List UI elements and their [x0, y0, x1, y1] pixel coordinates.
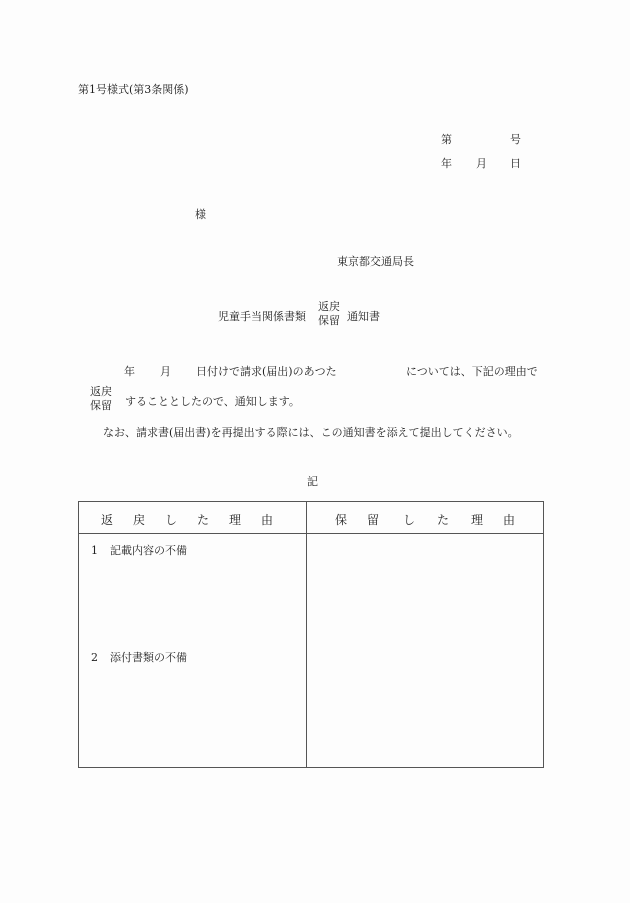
title-option-return: 返戻	[318, 300, 340, 313]
hold-header-char: 理	[471, 513, 484, 527]
reason-item-2	[91, 649, 187, 665]
body-option-stack	[90, 385, 112, 413]
reason-item-1	[91, 542, 187, 558]
table-divider-horizontal	[79, 533, 543, 534]
reason-number: 2	[91, 651, 98, 664]
body-year: 年	[124, 365, 135, 378]
table-divider-vertical	[306, 502, 307, 767]
reason-text: 添付書類の不備	[110, 651, 187, 664]
reason-text: 記載内容の不備	[110, 544, 187, 557]
body-line2: することとしたので、通知します。	[125, 395, 300, 408]
date-month: 月	[476, 157, 487, 170]
return-header-char: 理	[229, 513, 242, 527]
return-header-char: 戻	[133, 513, 146, 527]
date-day: 日	[510, 157, 521, 170]
title-prefix: 児童手当関係書類	[218, 310, 306, 323]
return-header-char: し	[165, 513, 178, 527]
form-label: 第1号様式(第3条関係)	[78, 83, 189, 96]
reason-number: 1	[91, 544, 98, 557]
addressee-suffix: 様	[195, 208, 206, 221]
issuer: 東京都交通局長	[337, 255, 414, 268]
hold-header-char: た	[437, 513, 450, 527]
return-header-char: 由	[261, 513, 274, 527]
title-suffix: 通知書	[347, 310, 380, 323]
return-header-char: 返	[101, 513, 114, 527]
hold-header-char: 保	[335, 513, 348, 527]
date-year: 年	[441, 157, 452, 170]
hold-header-char: 由	[503, 513, 516, 527]
body-line3: なお、請求書(届出書)を再提出する際には、この通知書を添えて提出してください。	[103, 426, 519, 439]
title-option-stack	[318, 300, 340, 328]
doc-number-go: 号	[510, 133, 521, 146]
hold-header-char: 留	[367, 513, 380, 527]
return-header-char: た	[197, 513, 210, 527]
body-option-return: 返戻	[90, 385, 112, 398]
doc-number-dai: 第	[441, 133, 452, 146]
hold-reason-header	[335, 511, 517, 528]
body-option-hold: 保留	[90, 399, 112, 412]
body-line1-b: については、下記の理由で	[406, 365, 538, 378]
ki-heading: 記	[307, 475, 318, 488]
reasons-table	[78, 501, 544, 768]
hold-header-char: し	[403, 513, 416, 527]
return-reason-header	[101, 511, 275, 528]
title-option-hold: 保留	[318, 314, 340, 327]
body-month: 月	[160, 365, 171, 378]
body-line1-a: 日付けで請求(届出)のあつた	[196, 365, 337, 378]
